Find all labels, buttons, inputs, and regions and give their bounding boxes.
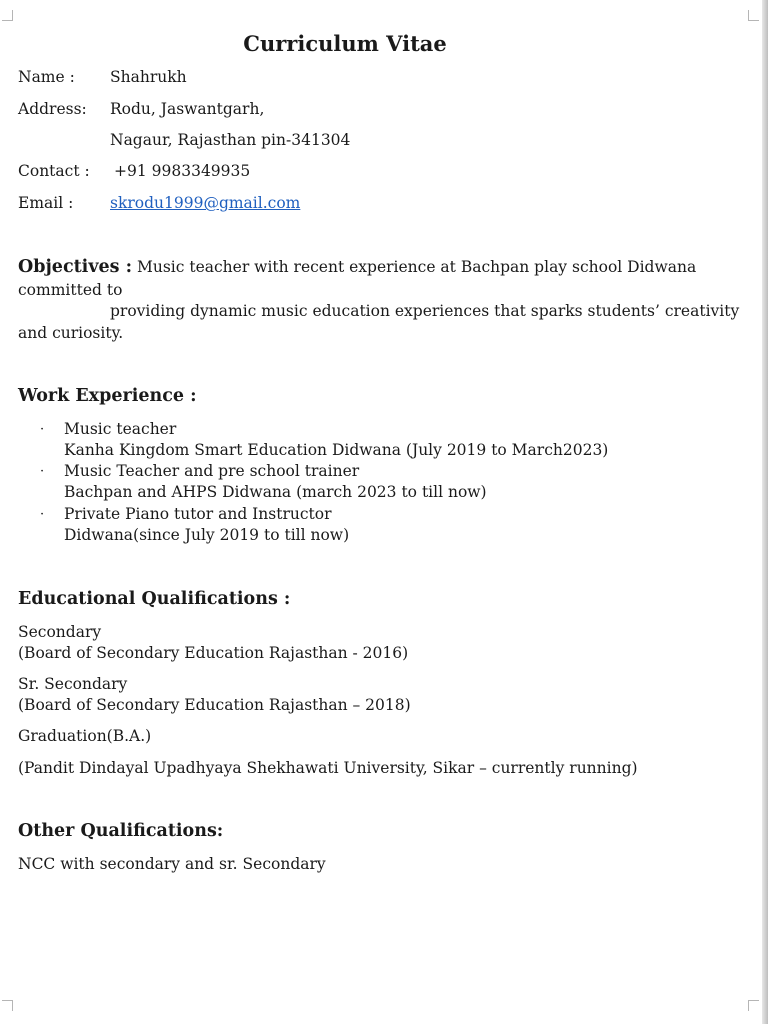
- other-qualifications-heading: Other Qualifications:: [18, 821, 224, 841]
- education-item-1-detail: (Board of Secondary Education Rajasthan - 2016): [18, 644, 409, 662]
- objectives-text-1: Music teacher with recent experience at Bachpan play school Didwana: [136, 258, 697, 276]
- page-edge-scrollbar: [762, 0, 768, 1024]
- email-link[interactable]: skrodu1999@gmail.com: [110, 194, 301, 212]
- address-line-1: Rodu, Jaswantgarh,: [110, 100, 265, 118]
- objectives-line-1: [18, 257, 696, 277]
- work-item-2-detail: Bachpan and AHPS Didwana (march 2023 to till now): [64, 483, 487, 501]
- objectives-line-2: committed to: [18, 281, 123, 299]
- margin-corner-mark: [748, 10, 759, 21]
- contact-label: Contact :: [18, 162, 90, 180]
- bullet-icon: ·: [40, 422, 45, 437]
- margin-corner-mark: [2, 1000, 13, 1011]
- other-qualifications-text: NCC with secondary and sr. Secondary: [18, 855, 326, 873]
- objectives-line-4: and curiosity.: [18, 324, 124, 342]
- margin-corner-mark: [748, 1000, 759, 1011]
- bullet-icon: ·: [40, 464, 45, 479]
- work-item-1-role: Music teacher: [64, 420, 177, 438]
- bullet-icon: ·: [40, 507, 45, 522]
- education-item-3-level: Graduation(B.A.): [18, 727, 152, 745]
- contact-value: +91 9983349935: [114, 162, 251, 180]
- work-item-3-role: Private Piano tutor and Instructor: [64, 505, 332, 523]
- address-label: Address:: [18, 100, 87, 118]
- education-item-2-detail: (Board of Secondary Education Rajasthan – 2018): [18, 696, 411, 714]
- work-item-2-role: Music Teacher and pre school trainer: [64, 462, 360, 480]
- education-item-2-level: Sr. Secondary: [18, 675, 128, 693]
- education-heading: Educational Qualifications :: [18, 589, 291, 609]
- education-item-3-detail: (Pandit Dindayal Upadhyaya Shekhawati University, Sikar – currently running): [18, 759, 638, 777]
- margin-corner-mark: [2, 10, 13, 21]
- work-experience-heading: Work Experience :: [18, 386, 197, 406]
- work-item-3-detail: Didwana(since July 2019 to till now): [64, 526, 350, 544]
- objectives-line-3: providing dynamic music education experiences that sparks students’ creativity: [110, 302, 740, 320]
- name-label: Name :: [18, 68, 75, 86]
- work-item-1-detail: Kanha Kingdom Smart Education Didwana (July 2019 to March2023): [64, 441, 609, 459]
- address-line-2: Nagaur, Rajasthan pin-341304: [110, 131, 351, 149]
- email-label: Email :: [18, 194, 74, 212]
- education-item-1-level: Secondary: [18, 623, 102, 641]
- document-title: Curriculum Vitae: [243, 31, 447, 56]
- objectives-heading: Objectives :: [18, 257, 133, 277]
- name-value: Shahrukh: [110, 68, 187, 86]
